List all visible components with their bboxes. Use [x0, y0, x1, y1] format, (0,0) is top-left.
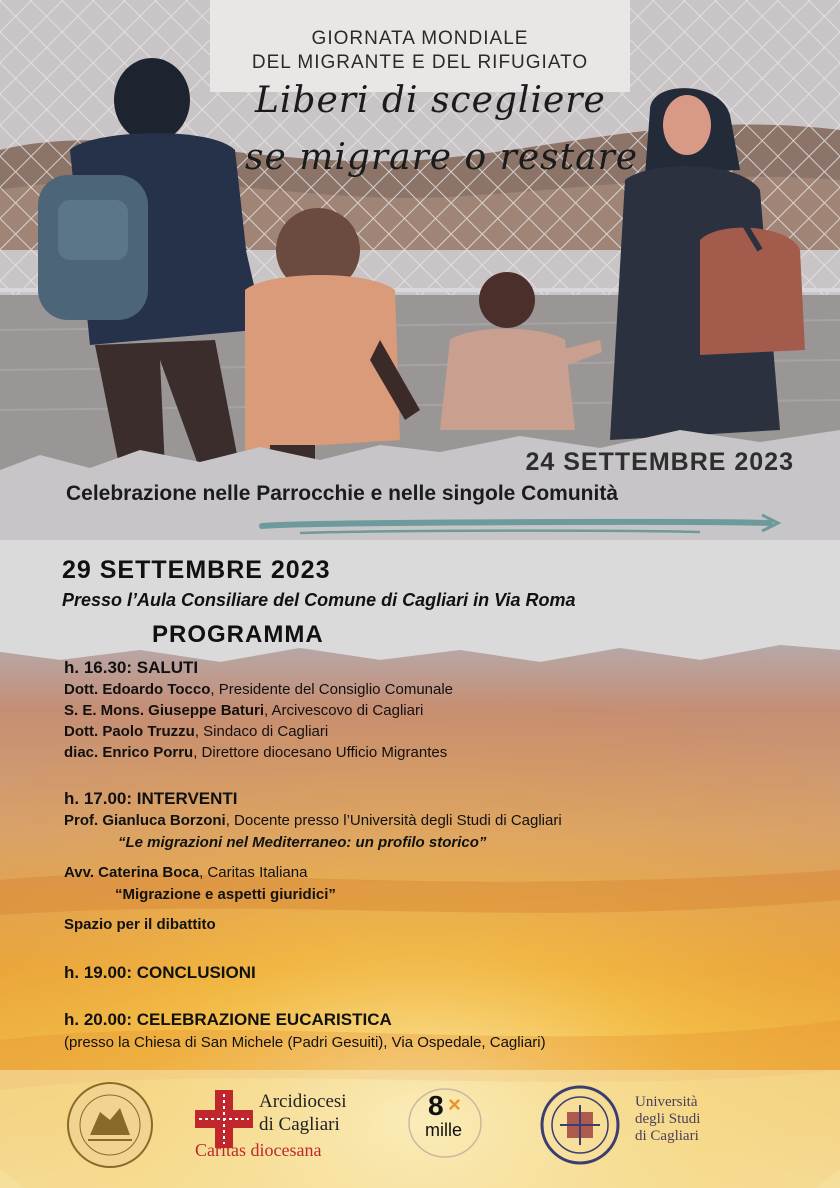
speaker-1 [64, 812, 562, 829]
caritas-line3: Caritas diocesana [195, 1140, 322, 1160]
conclusioni-heading: h. 19.00: CONCLUSIONI [64, 963, 256, 982]
first-date: 24 SETTEMBRE 2023 [525, 448, 794, 476]
second-date: 29 SETTEMBRE 2023 [62, 556, 331, 584]
person-name: S. E. Mons. Giuseppe Baturi [64, 702, 265, 719]
saluti-person [64, 702, 423, 719]
person-role: , Direttore diocesano Ufficio Migrantes [193, 744, 448, 761]
program-title: PROGRAMMA [152, 621, 324, 648]
person-name: Dott. Paolo Truzzu [64, 723, 195, 740]
saluti-person [64, 723, 328, 740]
debate-note: Spazio per il dibattito [64, 916, 216, 933]
caritas-line1: Arcidiocesi [259, 1091, 347, 1112]
interventi-heading: h. 17.00: INTERVENTI [64, 789, 238, 808]
event-title-line1: GIORNATA MONDIALE [311, 28, 529, 49]
speaker-name: Avv. Caterina Boca [64, 864, 200, 881]
person-role: , Presidente del Consiglio Comunale [210, 681, 454, 698]
speaker-name: Prof. Gianluca Borzoni [64, 812, 226, 829]
speaker-2 [64, 864, 307, 881]
speaker-2-talk-title: “Migrazione e aspetti giuridici” [115, 886, 336, 903]
slogan-line2: se migrare o restare [245, 137, 639, 178]
person-role: , Sindaco di Cagliari [194, 723, 329, 740]
event-title-line2: DEL MIGRANTE E DEL RIFUGIATO [251, 52, 589, 73]
person-name: Dott. Edoardo Tocco [64, 681, 211, 698]
slogan-line1: Liberi di scegliere [255, 80, 606, 121]
saluti-person [64, 744, 447, 761]
caritas-line2: di Cagliari [259, 1114, 340, 1135]
speaker-1-talk-title: “Le migrazioni nel Mediterraneo: un profilo storico” [118, 834, 487, 851]
university-line3: di Cagliari [635, 1128, 699, 1144]
otto-mille-word: mille [425, 1120, 463, 1140]
university-seal-logo [540, 1085, 620, 1165]
person-role: , Arcivescovo di Cagliari [264, 702, 424, 719]
celebrazione-location: (presso la Chiesa di San Michele (Padri Gesuiti), Via Ospedale, Cagliari) [64, 1034, 546, 1051]
celebrazione-heading: h. 20.00: CELEBRAZIONE EUCARISTICA [64, 1010, 392, 1029]
otto-mille-x-icon: × [448, 1092, 461, 1117]
first-date-description: Celebrazione nelle Parrocchie e nelle singole Comunità [66, 482, 618, 505]
university-line2: degli Studi [635, 1111, 701, 1127]
university-line1: Università [635, 1094, 698, 1110]
saluti-heading: h. 16.30: SALUTI [64, 658, 199, 677]
event-location: Presso l’Aula Consiliare del Comune di Cagliari in Via Roma [62, 590, 576, 610]
otto-mille-number: 8 [428, 1090, 444, 1121]
migrantes-logo [60, 1080, 160, 1170]
saluti-person [64, 681, 453, 698]
speaker-role: , Docente presso l’Università degli Studi di Cagliari [225, 812, 562, 829]
person-name: diac. Enrico Porru [64, 744, 194, 761]
speaker-role: , Caritas Italiana [199, 864, 308, 881]
